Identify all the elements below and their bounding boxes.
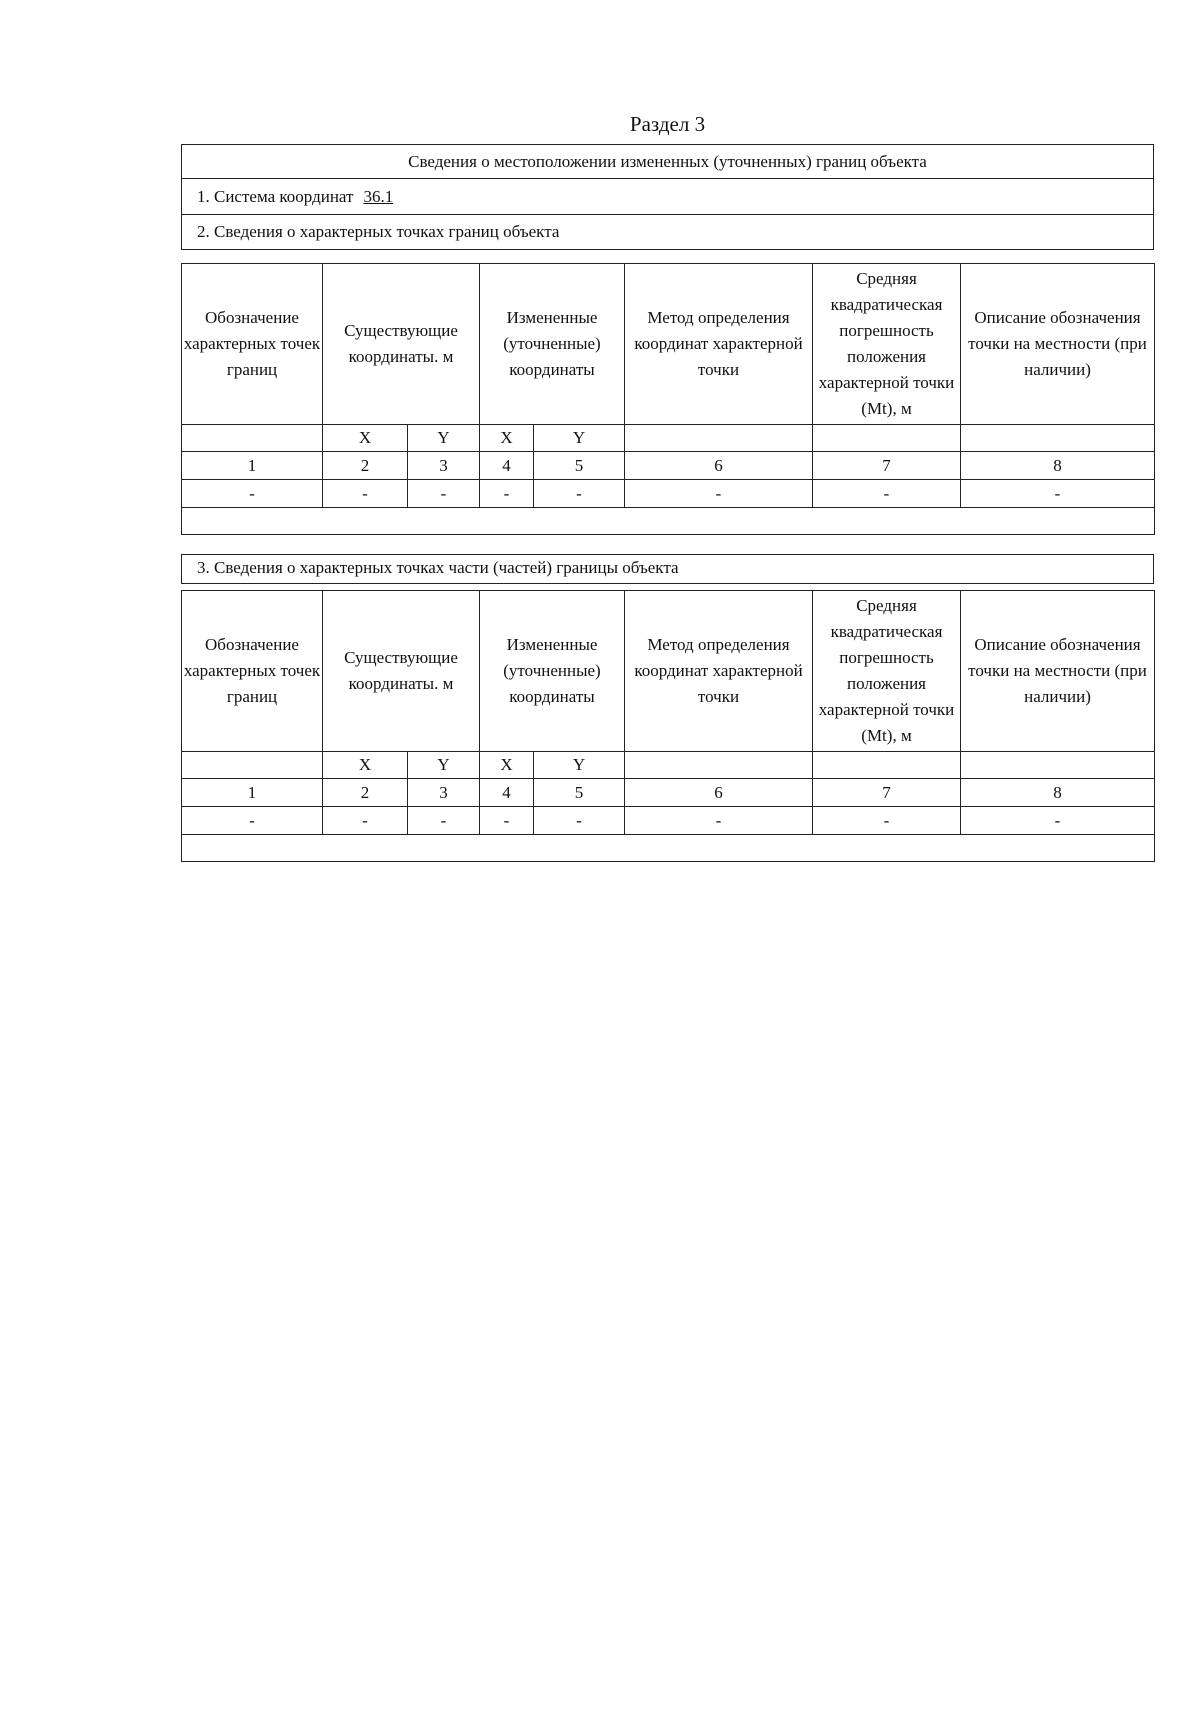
dash-cell: -	[182, 480, 323, 508]
col-existing-coords: Существующие координаты. м	[323, 591, 480, 752]
col-description: Описание обозначения точки на местности (при наличии)	[961, 591, 1155, 752]
coord-system-row	[182, 179, 1153, 215]
axis-cell: Y	[534, 425, 625, 452]
axis-cell: X	[323, 425, 408, 452]
coord-system-value: 36.1	[363, 187, 394, 206]
column-number: 2	[323, 779, 408, 807]
dash-cell: -	[182, 807, 323, 835]
col-description: Описание обозначения точки на местности (при наличии)	[961, 264, 1155, 425]
axis-cell-empty	[813, 425, 961, 452]
points-heading: 2. Сведения о характерных точках границ объекта	[197, 222, 560, 241]
col-error: Средняя квадратическая погрешность положения характерной точки (Mt), м	[813, 591, 961, 752]
column-number: 5	[534, 452, 625, 480]
dash-cell: -	[534, 807, 625, 835]
part-heading: 3. Сведения о характерных точках части (частей) границы объекта	[197, 558, 679, 577]
column-number: 1	[182, 779, 323, 807]
table-header-row	[182, 264, 1155, 425]
column-number: 3	[408, 779, 480, 807]
page-title: Раздел 3	[629, 112, 706, 136]
dash-cell: -	[625, 807, 813, 835]
axis-row	[182, 752, 1155, 779]
dash-cell: -	[408, 480, 480, 508]
column-number: 6	[625, 779, 813, 807]
table-header-row	[182, 591, 1155, 752]
column-number: 4	[480, 779, 534, 807]
column-number: 8	[961, 452, 1155, 480]
col-changed-coords: Измененные (уточненные) координаты	[480, 591, 625, 752]
column-number: 4	[480, 452, 534, 480]
part-heading-box	[181, 554, 1154, 584]
empty-cell	[182, 508, 1155, 535]
col-existing-coords: Существующие координаты. м	[323, 264, 480, 425]
column-number-row	[182, 452, 1155, 480]
part-boundary-points-table	[181, 590, 1155, 862]
dash-cell: -	[480, 480, 534, 508]
col-error: Средняя квадратическая погрешность положения характерной точки (Mt), м	[813, 264, 961, 425]
column-number: 7	[813, 452, 961, 480]
axis-cell: Y	[408, 425, 480, 452]
dash-cell: -	[813, 480, 961, 508]
axis-row	[182, 425, 1155, 452]
axis-cell-empty	[625, 752, 813, 779]
column-number: 1	[182, 452, 323, 480]
empty-cell	[182, 835, 1155, 862]
section-subtitle: Сведения о местоположении измененных (уточненных) границ объекта	[182, 145, 1153, 179]
col-designation: Обозначение характерных точек границ	[182, 264, 323, 425]
axis-cell: X	[480, 752, 534, 779]
coord-system-label: 1. Система координат	[197, 187, 354, 206]
dash-cell: -	[813, 807, 961, 835]
axis-cell-empty	[961, 752, 1155, 779]
column-number: 5	[534, 779, 625, 807]
col-designation: Обозначение характерных точек границ	[182, 591, 323, 752]
axis-cell: Y	[408, 752, 480, 779]
column-number: 7	[813, 779, 961, 807]
axis-cell-empty	[961, 425, 1155, 452]
dash-cell: -	[408, 807, 480, 835]
section-header-box	[181, 144, 1154, 250]
column-number-row	[182, 779, 1155, 807]
axis-cell-empty	[625, 425, 813, 452]
dash-cell: -	[323, 480, 408, 508]
col-changed-coords: Измененные (уточненные) координаты	[480, 264, 625, 425]
axis-cell-empty	[813, 752, 961, 779]
col-method: Метод определения координат характерной точки	[625, 264, 813, 425]
empty-row	[182, 835, 1155, 862]
col-method: Метод определения координат характерной точки	[625, 591, 813, 752]
dash-cell: -	[961, 807, 1155, 835]
axis-cell: Y	[534, 752, 625, 779]
axis-cell-empty	[182, 752, 323, 779]
dash-cell: -	[961, 480, 1155, 508]
column-number: 3	[408, 452, 480, 480]
axis-cell-empty	[182, 425, 323, 452]
column-number: 8	[961, 779, 1155, 807]
axis-cell: X	[480, 425, 534, 452]
dash-cell: -	[323, 807, 408, 835]
column-number: 2	[323, 452, 408, 480]
column-number: 6	[625, 452, 813, 480]
dash-cell: -	[480, 807, 534, 835]
dash-cell: -	[625, 480, 813, 508]
dash-cell: -	[534, 480, 625, 508]
axis-cell: X	[323, 752, 408, 779]
boundary-points-table	[181, 263, 1155, 535]
empty-row	[182, 508, 1155, 535]
table-row	[182, 807, 1155, 835]
table-row	[182, 480, 1155, 508]
